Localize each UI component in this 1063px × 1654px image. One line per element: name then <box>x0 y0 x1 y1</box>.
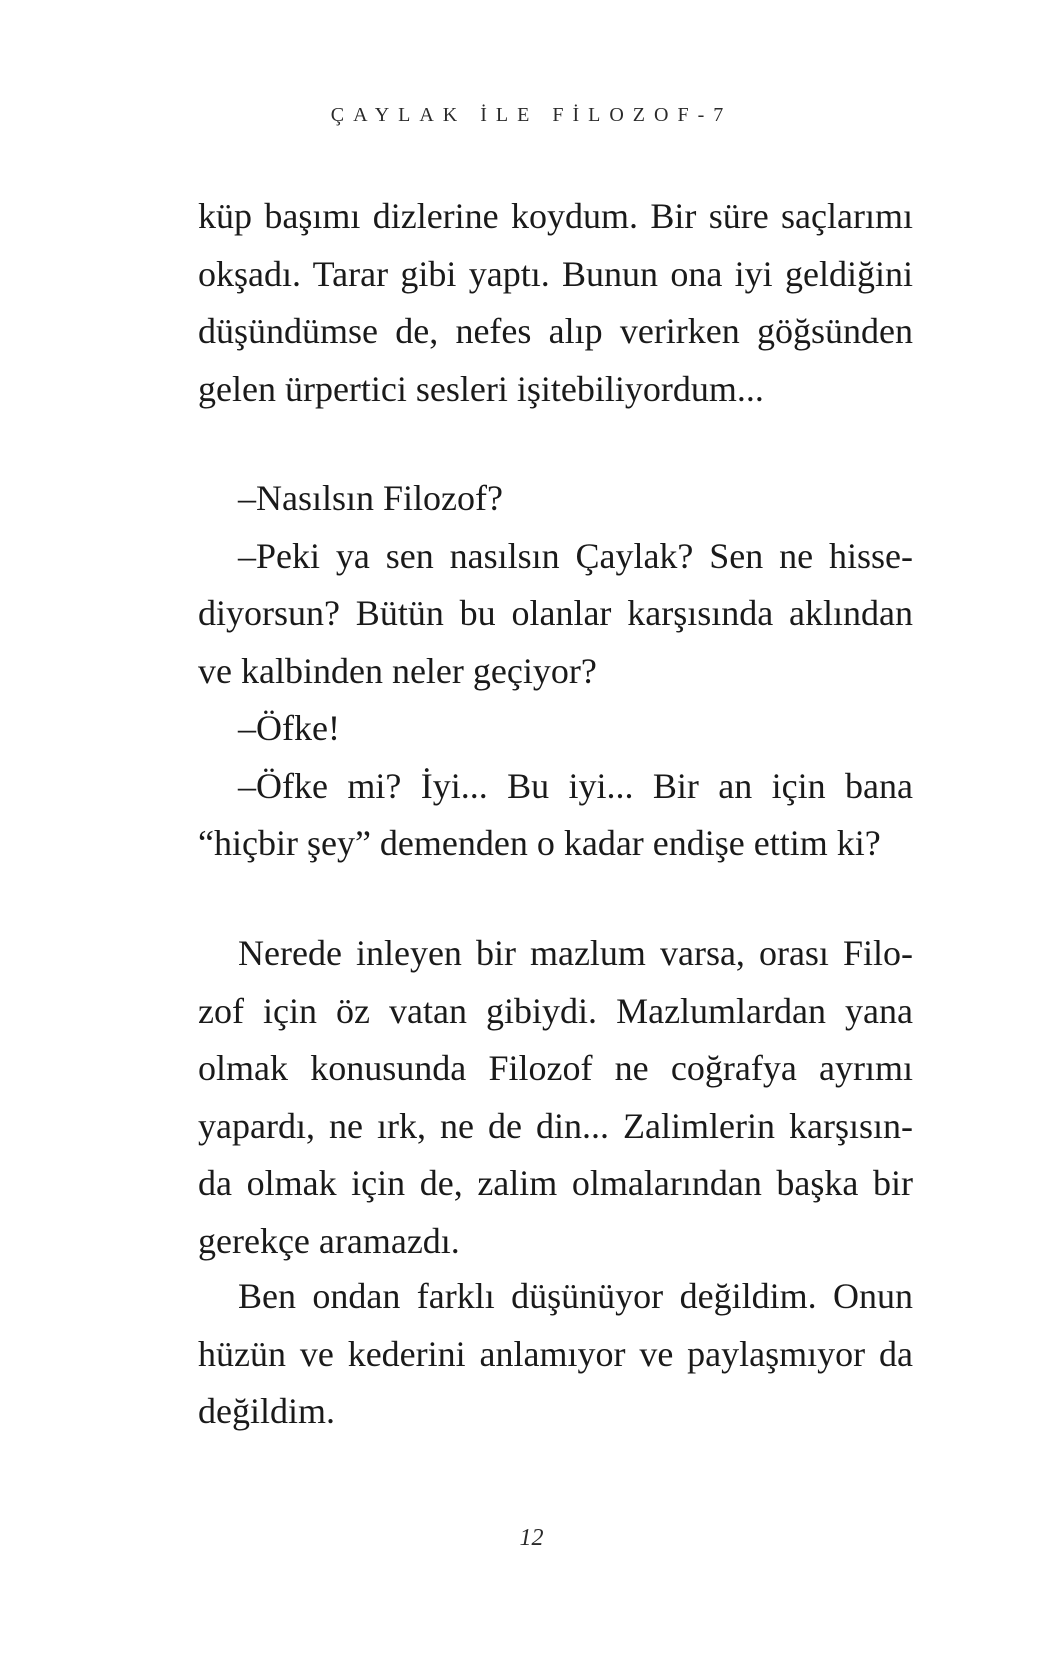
dialogue-section <box>198 470 913 873</box>
dialogue-line: ve kalbinden neler geçiyor? <box>198 650 597 691</box>
text-line: hüzün ve kederini anlamıyor ve paylaşmıyor da <box>198 1333 913 1374</box>
text-line: gerekçe aramazdı. <box>198 1220 460 1261</box>
text-line: küp başımı dizlerine koydum. Bir süre saçlarımı <box>198 196 913 236</box>
text-line: olmak konusunda Filozof ne coğrafya ayrımı <box>198 1048 913 1088</box>
text-line: zof için öz vatan gibiydi. Mazlumlardan yana <box>198 990 913 1031</box>
text-line: Ben ondan farklı düşünüyor değildim. Onun <box>238 1276 913 1316</box>
text-line: değildim. <box>198 1391 335 1431</box>
text-line: okşadı. Tarar gibi yaptı. Bunun ona iyi geldiğini <box>198 253 913 294</box>
text-line: yapardı, ne ırk, ne de din... Zalimlerin karşısın- <box>198 1105 913 1146</box>
dialogue-line: –Peki ya sen nasılsın Çaylak? Sen ne hisse- <box>238 535 913 576</box>
text-line: Nerede inleyen bir mazlum varsa, orası Filo- <box>238 933 913 973</box>
dialogue-line: –Nasılsın Filozof? <box>238 478 503 518</box>
paragraph-opening <box>198 188 913 418</box>
running-header: ÇAYLAK İLE FİLOZOF-7 <box>330 104 733 126</box>
text-line: düşündümse de, nefes alıp verirken göğsünden <box>198 311 913 351</box>
dialogue-line: –Öfke mi? İyi... Bu iyi... Bir an için bana <box>238 765 913 806</box>
paragraph-filozof <box>198 925 913 1270</box>
paragraph-closing <box>198 1268 913 1441</box>
dialogue-line: –Öfke! <box>238 708 340 748</box>
text-line: gelen ürpertici sesleri işitebiliyordum... <box>198 368 764 409</box>
dialogue-line: diyorsun? Bütün bu olanlar karşısında aklından <box>198 593 913 633</box>
dialogue-line: “hiçbir şey” demenden o kadar endişe ettim ki? <box>198 823 881 863</box>
page-number: 12 <box>519 1525 544 1551</box>
text-line: da olmak için de, zalim olmalarından başka bir <box>198 1163 913 1203</box>
